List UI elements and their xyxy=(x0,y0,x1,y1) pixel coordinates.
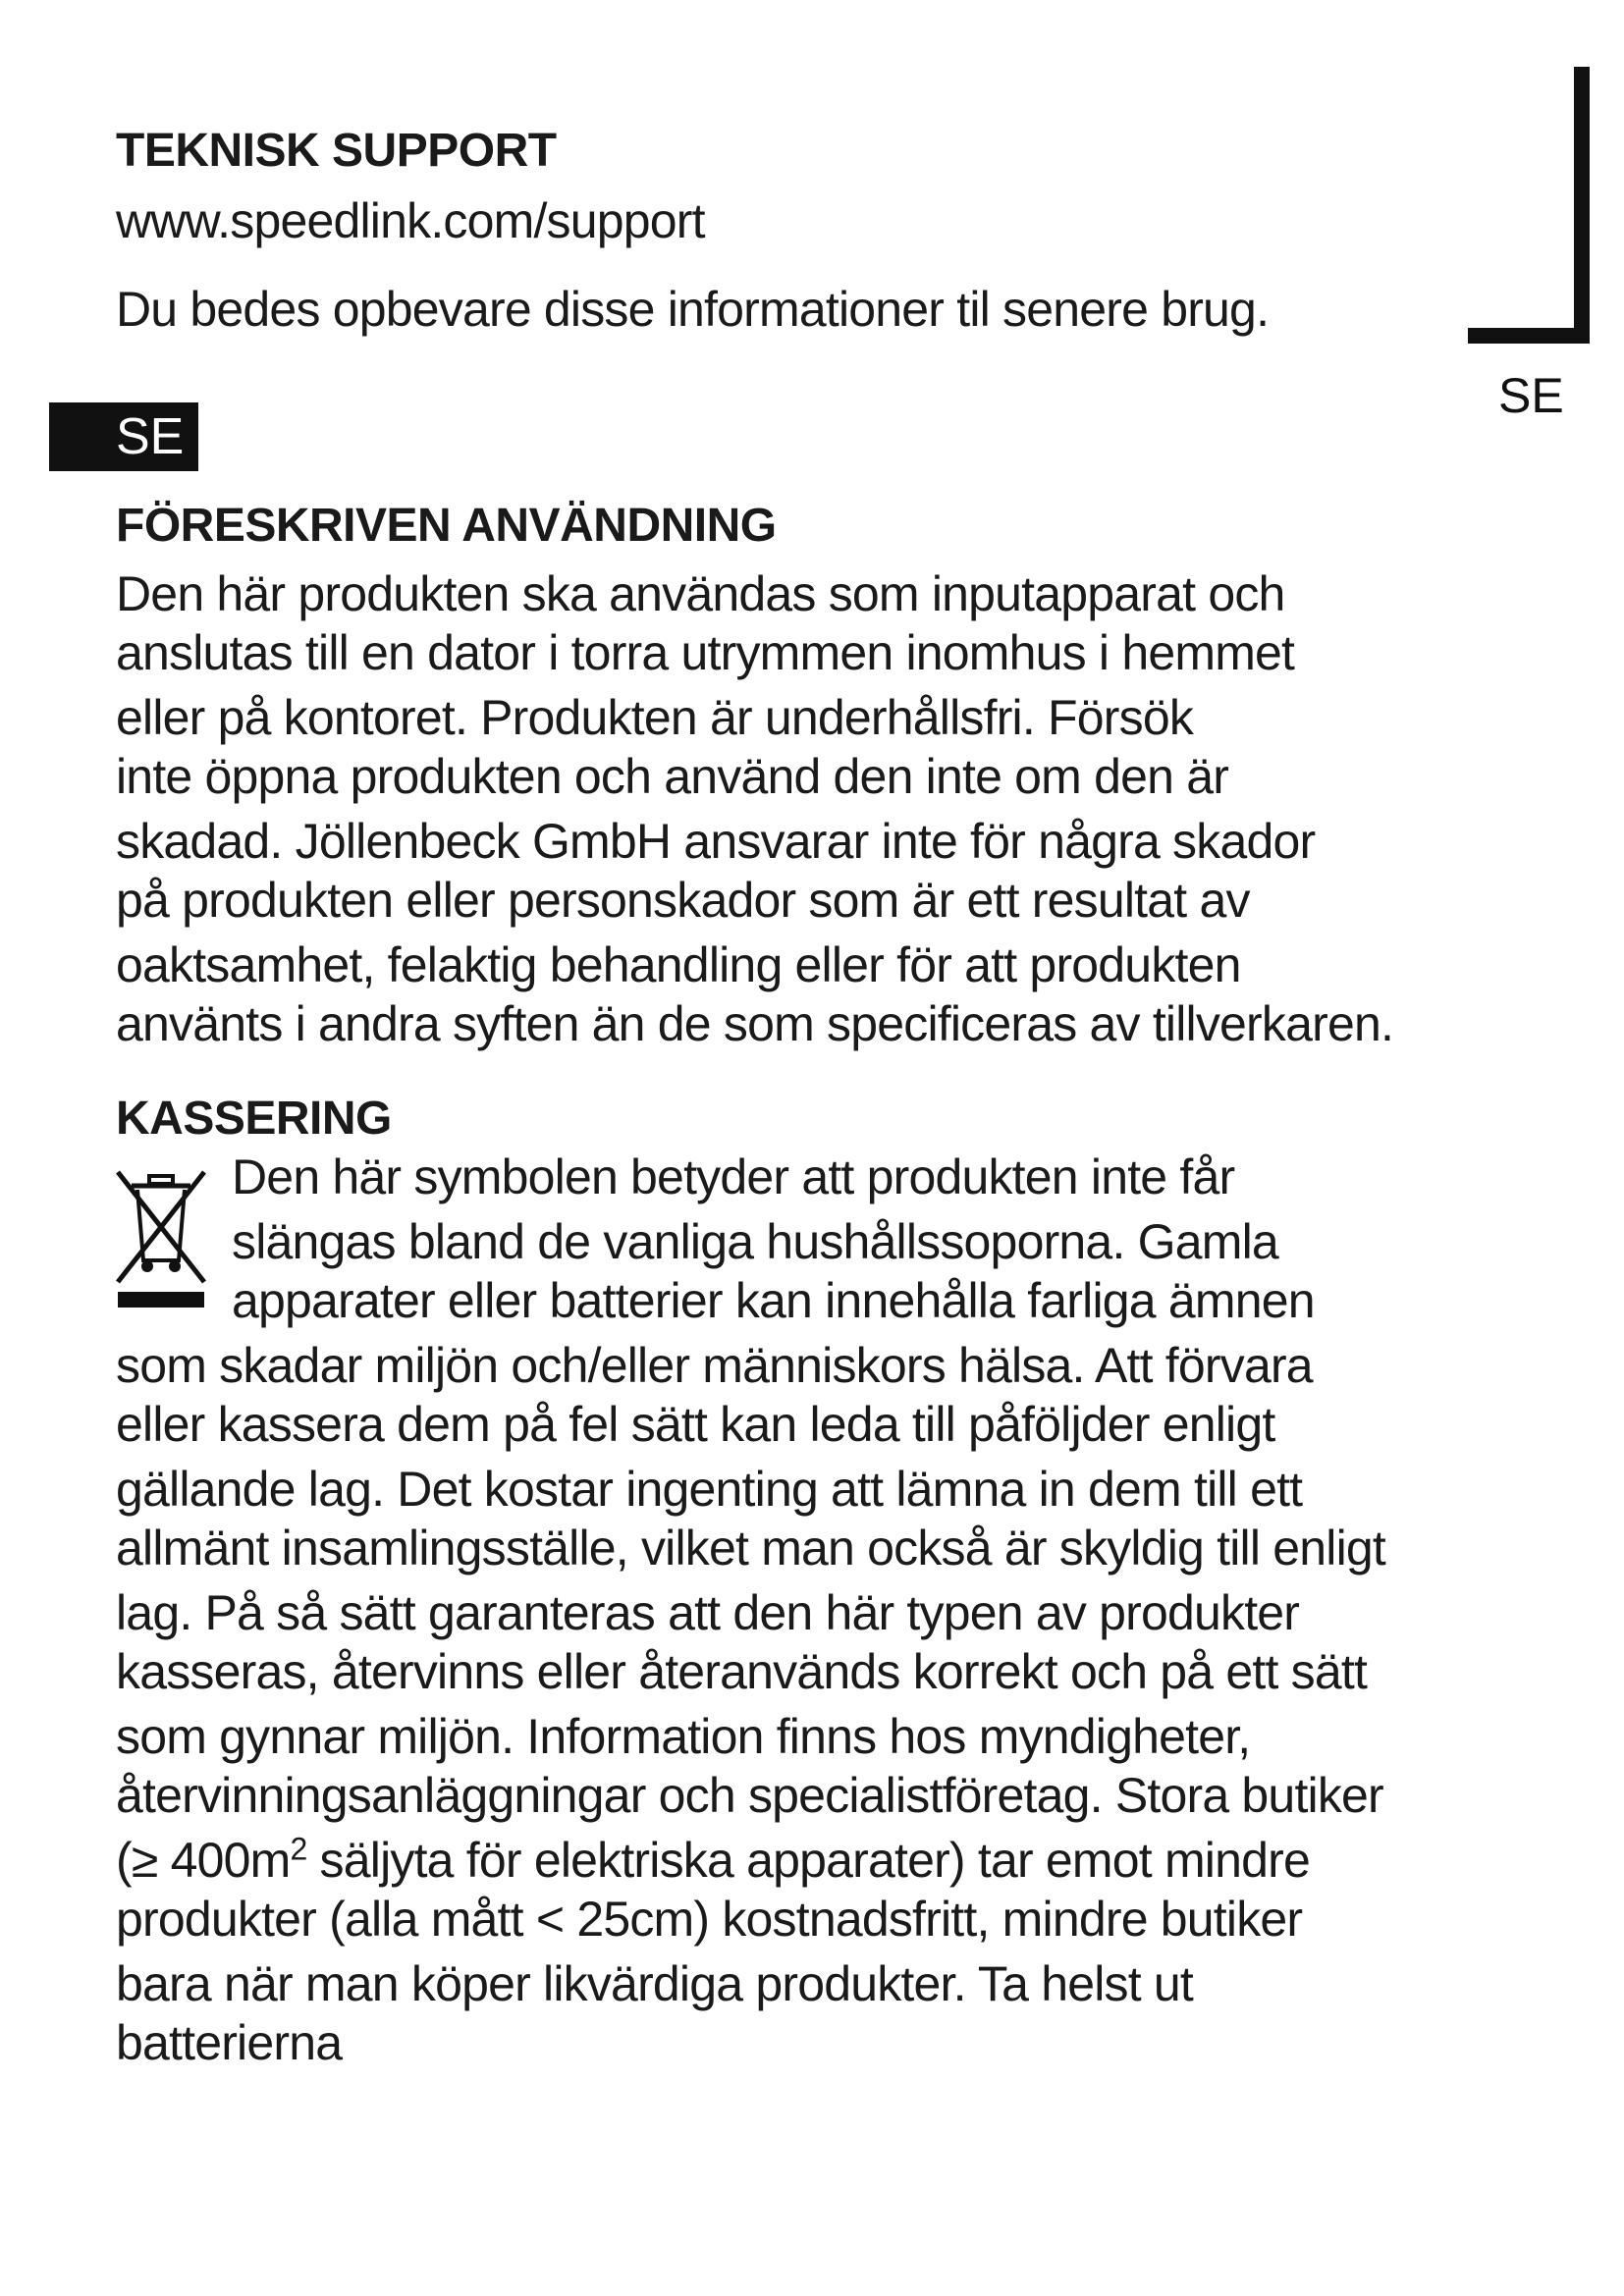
weee-crossed-bin-icon xyxy=(110,1166,212,1313)
disposal-line: som gynnar miljön. Information finns hos myndigheter, xyxy=(116,1709,1251,1764)
disposal-line: lag. På så sätt garanteras att den här typen av produkter xyxy=(116,1585,1300,1640)
disposal-line: produkter (alla mått < 25cm) kostnadsfritt, mindre butiker xyxy=(116,1892,1303,1947)
disposal-line: kasseras, återvinns eller återanvänds korrekt och på ett sätt xyxy=(116,1644,1368,1699)
usage-line: skadad. Jöllenbeck GmbH ansvarar inte för några skador xyxy=(116,814,1316,869)
usage-line: eller på kontoret. Produkten är underhållsfri. Försök xyxy=(116,690,1194,745)
superscript-exponent: 2 xyxy=(290,1831,307,1867)
usage-line: oaktsamhet, felaktig behandling eller för att produkten xyxy=(116,937,1241,992)
usage-line: anslutas till en dator i torra utrymmen inomhus i hemmet xyxy=(116,625,1295,680)
side-language-label: SE xyxy=(1498,368,1564,423)
superscript-after: säljyta för elektriska apparater) tar emot mindre xyxy=(306,1833,1310,1888)
disposal-line: slängas bland de vanliga hushållssoporna. Gamla xyxy=(232,1214,1278,1269)
language-tab: SE xyxy=(49,402,198,471)
usage-line: använts i andra syften än de som specificeras av tillverkaren. xyxy=(116,996,1394,1051)
disposal-line: gällande lag. Det kostar ingenting att lämna in dem till ett xyxy=(116,1462,1303,1517)
corner-mark xyxy=(1468,67,1590,344)
disposal-line: som skadar miljön och/eller människors hälsa. Att förvara xyxy=(116,1338,1313,1393)
corner-mark-horizontal xyxy=(1468,328,1590,344)
disposal-line: Den här symbolen betyder att produkten inte får xyxy=(232,1149,1235,1204)
usage-heading: FÖRESKRIVEN ANVÄNDNING xyxy=(116,500,777,552)
disposal-line: batterierna xyxy=(116,2015,343,2070)
disposal-line-superscript xyxy=(116,1832,1310,1889)
usage-line: på produkten eller personskador som är ett resultat av xyxy=(116,873,1250,928)
usage-line: Den här produkten ska användas som inputapparat och xyxy=(116,566,1285,621)
disposal-line: återvinningsanläggningar och specialistföretag. Stora butiker xyxy=(116,1768,1383,1823)
disposal-heading: KASSERING xyxy=(116,1093,392,1145)
support-url: www.speedlink.com/support xyxy=(116,193,705,248)
disposal-line: allmänt insamlingsställe, vilket man också är skyldig till enligt xyxy=(116,1521,1385,1575)
support-heading: TEKNISK SUPPORT xyxy=(116,125,557,177)
disposal-line: apparater eller batterier kan innehålla farliga ämnen xyxy=(232,1273,1315,1328)
support-note: Du bedes opbevare disse informationer til senere brug. xyxy=(116,282,1270,337)
corner-mark-vertical xyxy=(1574,67,1590,344)
usage-line: inte öppna produkten och använd den inte om den är xyxy=(116,749,1229,804)
disposal-line: bara när man köper likvärdiga produkter. Ta helst ut xyxy=(116,1956,1193,2011)
disposal-line: eller kassera dem på fel sätt kan leda till påföljder enligt xyxy=(116,1397,1275,1452)
superscript-before: (≥ 400m xyxy=(116,1833,291,1888)
